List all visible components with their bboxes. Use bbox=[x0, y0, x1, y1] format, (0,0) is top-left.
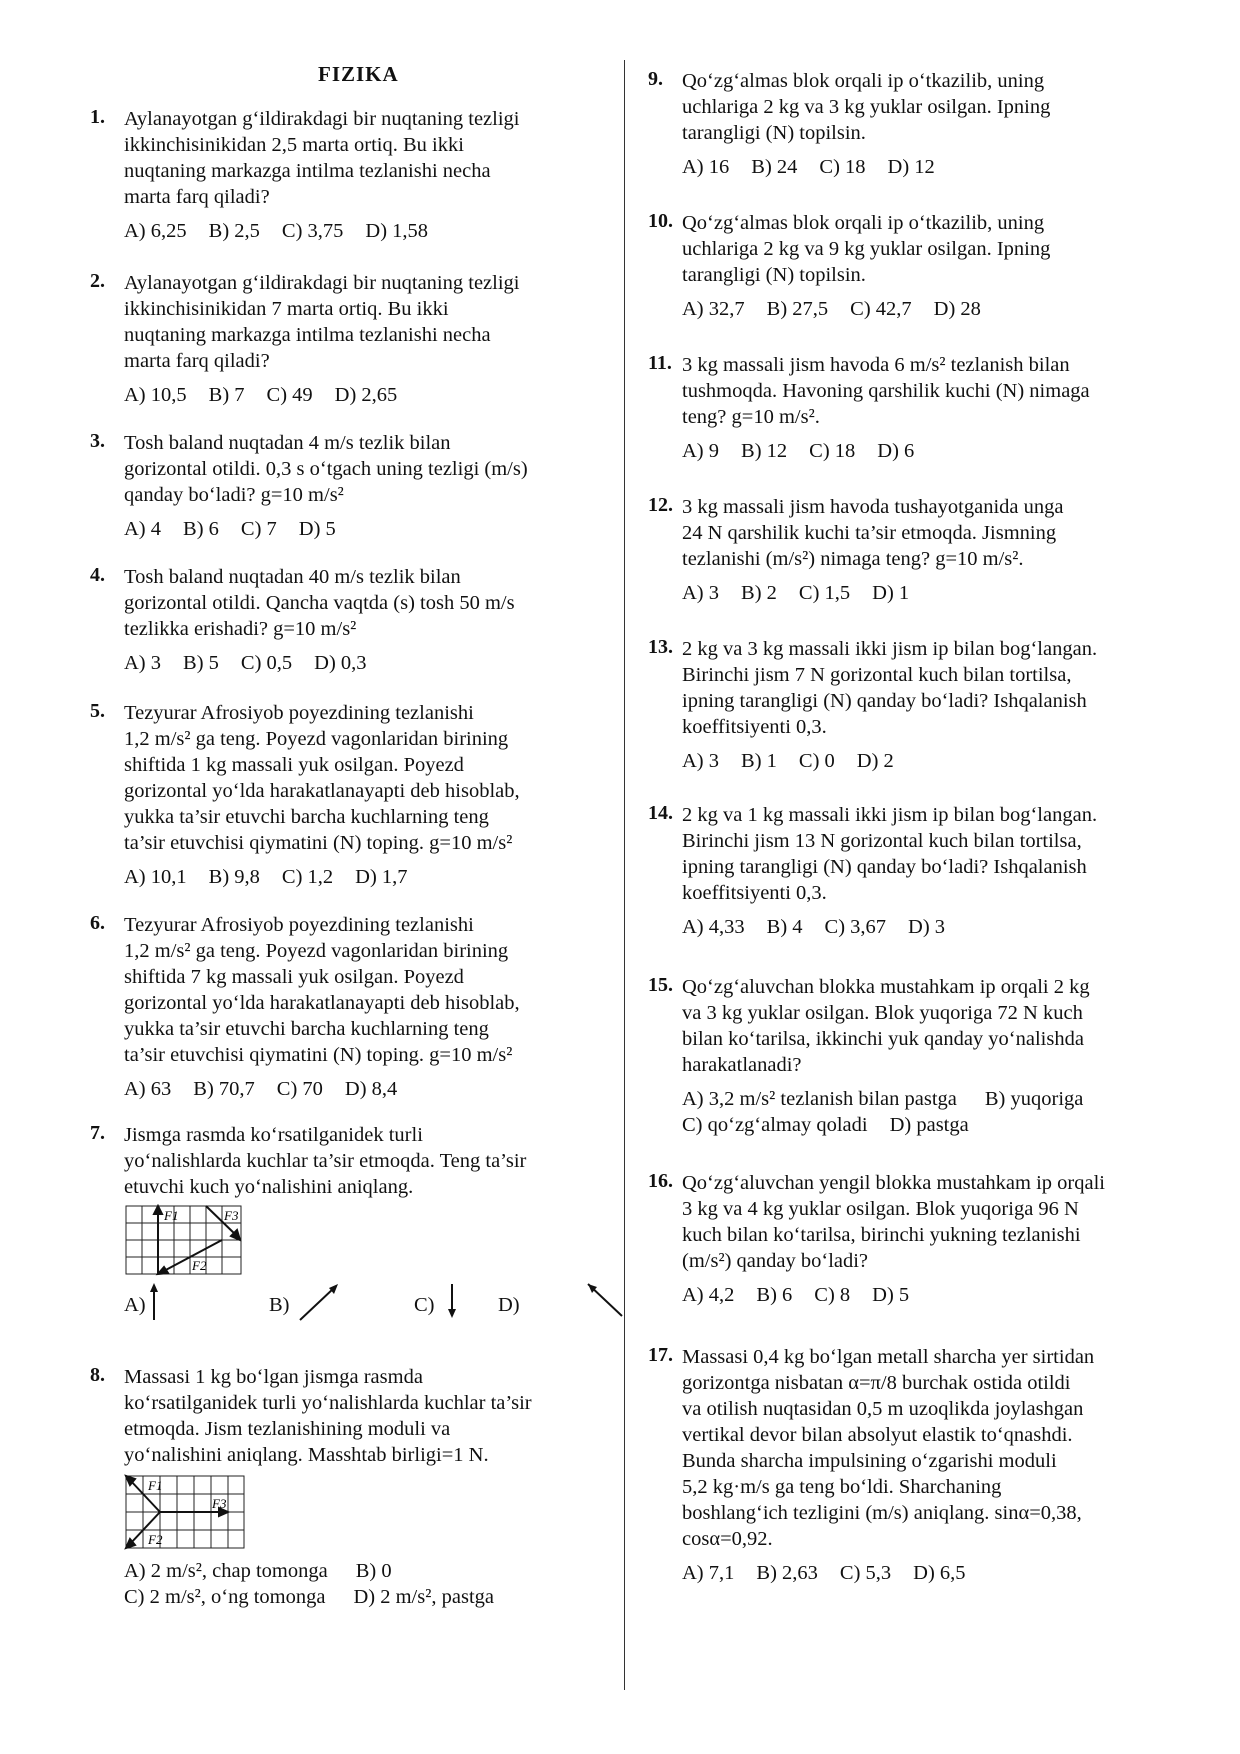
option-b[interactable]: B) yuqoriga bbox=[984, 1088, 1084, 1110]
text-line: uchlariga 2 kg va 3 kg yuklar osilgan. Ipning bbox=[682, 96, 1051, 118]
text-line: Qo‘zg‘aluvchan yengil blokka mustahkam ip orqali bbox=[682, 1172, 1105, 1194]
text-line: (m/s²) qanday bo‘ladi? bbox=[682, 1250, 869, 1272]
question-14 bbox=[648, 802, 1193, 940]
text-line: Tezyurar Afrosiyob poyezdining tezlanishi bbox=[124, 702, 474, 724]
option-b[interactable]: B) 12 bbox=[741, 440, 788, 462]
text-line: vertikal devor bilan absolyut elastik to‘qnashdi. bbox=[682, 1424, 1073, 1446]
option-d[interactable]: D) 1,7 bbox=[355, 866, 408, 888]
text-line: Qo‘zg‘almas blok orqali ip o‘tkazilib, uning bbox=[682, 212, 1045, 234]
text-line: tezlanishi (m/s²) nimaga teng? g=10 m/s². bbox=[682, 548, 1024, 570]
question-number: 11. bbox=[648, 352, 672, 374]
text-line: boshlang‘ich tezligini (m/s) aniqlang. sinα=0,38, bbox=[682, 1502, 1082, 1524]
text-line: 2 kg va 1 kg massali ikki jism ip bilan bog‘langan. bbox=[682, 804, 1098, 826]
question-13 bbox=[648, 636, 1193, 774]
text-line: shiftida 7 kg massali yuk osilgan. Poyezd bbox=[124, 966, 464, 988]
question-5 bbox=[90, 700, 610, 890]
text-line: ikkinchisinikidan 7 marta ortiq. Bu ikki bbox=[124, 298, 449, 320]
option-d[interactable]: D) bbox=[498, 1294, 520, 1316]
question-text bbox=[124, 430, 610, 508]
option-a[interactable]: A) bbox=[124, 1294, 146, 1316]
text-line: marta farq qiladi? bbox=[124, 350, 270, 372]
text-line: Tosh baland nuqtadan 4 m/s tezlik bilan bbox=[124, 432, 451, 454]
answer-options bbox=[124, 382, 610, 408]
question-11 bbox=[648, 352, 1193, 464]
answer-options bbox=[124, 516, 610, 542]
question-text bbox=[124, 700, 610, 856]
question-10 bbox=[648, 210, 1193, 322]
text-line: Bunda sharcha impulsining o‘zgarishi moduli bbox=[682, 1450, 1057, 1472]
option-c[interactable]: C) 7 bbox=[240, 518, 277, 540]
arrow-up-right-icon bbox=[296, 1282, 340, 1322]
question-number: 15. bbox=[648, 974, 673, 996]
text-line: Massasi 1 kg bo‘lgan jismga rasmda bbox=[124, 1366, 423, 1388]
option-a[interactable]: A) 10,5 bbox=[124, 384, 187, 406]
text-line: koeffitsiyenti 0,3. bbox=[682, 882, 827, 904]
option-b[interactable]: B) 2,5 bbox=[208, 220, 260, 242]
answer-options bbox=[124, 218, 610, 244]
option-b[interactable]: B) 24 bbox=[751, 156, 798, 178]
text-line: va otilish nuqtasidan 0,5 m uzoqlikda joylashgan bbox=[682, 1398, 1084, 1420]
option-b[interactable]: B) 0 bbox=[355, 1560, 392, 1582]
option-a[interactable]: A) 7,1 bbox=[682, 1562, 735, 1584]
option-b[interactable]: B) 2,63 bbox=[756, 1562, 818, 1584]
force-label-f2: F2 bbox=[148, 1532, 163, 1547]
text-line: ta’sir etuvchisi qiymatini (N) toping. g=10 m/s² bbox=[124, 832, 513, 854]
text-line: Jismga rasmda ko‘rsatilganidek turli bbox=[124, 1124, 423, 1146]
text-line: 1,2 m/s² ga teng. Poyezd vagonlaridan birining bbox=[124, 940, 509, 962]
text-line: qanday bo‘ladi? g=10 m/s² bbox=[124, 484, 344, 506]
text-line: kuch bilan ko‘tarilsa, birinchi yukning tezlanishi bbox=[682, 1224, 1081, 1246]
option-d[interactable]: D) 6,5 bbox=[913, 1562, 966, 1584]
question-17 bbox=[648, 1344, 1193, 1586]
answer-options bbox=[682, 154, 1193, 180]
question-6 bbox=[90, 912, 610, 1102]
question-text bbox=[682, 210, 1193, 288]
text-line: 1,2 m/s² ga teng. Poyezd vagonlaridan birining bbox=[124, 728, 509, 750]
text-line: gorizontal otildi. Qancha vaqtda (s) tosh 50 m/s bbox=[124, 592, 515, 614]
text-line: gorizontal yo‘lda harakatlanayapti deb hisoblab, bbox=[124, 992, 520, 1014]
text-line: 24 N qarshilik kuchi ta’sir etmoqda. Jismning bbox=[682, 522, 1057, 544]
option-a[interactable]: A) 3,2 m/s² tezlanish bilan pastga bbox=[682, 1088, 957, 1110]
text-line: ikkinchisinikidan 2,5 marta ortiq. Bu ikki bbox=[124, 134, 464, 156]
question-4 bbox=[90, 564, 610, 676]
question-7 bbox=[90, 1122, 610, 1330]
text-line: Birinchi jism 13 N gorizontal kuch bilan tortilsa, bbox=[682, 830, 1082, 852]
text-line: bilan ko‘tarilsa, ikkinchi yuk qanday yo‘nalishda bbox=[682, 1028, 1084, 1050]
arrow-up-icon bbox=[146, 1282, 162, 1322]
answer-options bbox=[682, 1086, 1193, 1138]
option-b[interactable]: B) 4 bbox=[766, 916, 803, 938]
option-b[interactable]: B) 6 bbox=[183, 518, 219, 540]
option-d[interactable]: D) 2,65 bbox=[334, 384, 398, 406]
question-15 bbox=[648, 974, 1193, 1138]
text-line: ta’sir etuvchisi qiymatini (N) toping. g=10 m/s² bbox=[124, 1044, 513, 1066]
option-d[interactable]: D) 2 m/s², pastga bbox=[353, 1586, 494, 1608]
option-a[interactable]: A) 63 bbox=[124, 1078, 172, 1100]
answer-options bbox=[124, 1558, 610, 1610]
question-text bbox=[124, 1364, 610, 1468]
option-b[interactable]: B) 2 bbox=[741, 582, 777, 604]
text-line: nuqtaning markazga intilma tezlanishi necha bbox=[124, 160, 491, 182]
question-number: 9. bbox=[648, 68, 663, 90]
option-a[interactable]: A) 2 m/s², chap tomonga bbox=[124, 1560, 328, 1582]
question-text bbox=[682, 494, 1193, 572]
question-1 bbox=[90, 106, 610, 244]
text-line: yo‘nalishini aniqlang. Masshtab birligi=1 N. bbox=[124, 1444, 489, 1466]
option-c[interactable]: C) 0,5 bbox=[240, 652, 293, 674]
text-line: Aylanayotgan g‘ildirakdagi bir nuqtaning tezligi bbox=[124, 272, 520, 294]
text-line: nuqtaning markazga intilma tezlanishi necha bbox=[124, 324, 491, 346]
question-number: 12. bbox=[648, 494, 673, 516]
left-column bbox=[90, 106, 610, 1610]
option-d[interactable]: D) 1 bbox=[872, 582, 910, 604]
text-line: 3 kg va 4 kg yuklar osilgan. Blok yuqoriga 96 N bbox=[682, 1198, 1079, 1220]
option-d[interactable]: D) 28 bbox=[933, 298, 981, 320]
option-c[interactable]: C) bbox=[414, 1294, 435, 1316]
option-a[interactable]: A) 10,1 bbox=[124, 866, 187, 888]
text-line: va 3 kg yuklar osilgan. Blok yuqoriga 72 N kuch bbox=[682, 1002, 1083, 1024]
option-a[interactable]: A) 4 bbox=[124, 518, 162, 540]
text-line: Qo‘zg‘almas blok orqali ip o‘tkazilib, uning bbox=[682, 70, 1045, 92]
text-line: yukka ta’sir etuvchi barcha kuchlarning teng bbox=[124, 1018, 489, 1040]
option-a[interactable]: A) 4,33 bbox=[682, 916, 745, 938]
question-text bbox=[124, 106, 610, 210]
question-number: 14. bbox=[648, 802, 673, 824]
question-16 bbox=[648, 1170, 1193, 1308]
option-c[interactable]: C) 8 bbox=[814, 1284, 851, 1306]
option-d[interactable]: D) 0,3 bbox=[314, 652, 367, 674]
question-number: 1. bbox=[90, 106, 105, 128]
force-grid-figure bbox=[124, 1204, 610, 1278]
text-line: cosα=0,92. bbox=[682, 1528, 773, 1550]
option-d[interactable]: D) 2 bbox=[856, 750, 894, 772]
text-line: Massasi 0,4 kg bo‘lgan metall sharcha yer sirtidan bbox=[682, 1346, 1095, 1368]
text-line: tushmoqda. Havoning qarshilik kuchi (N) nimaga bbox=[682, 380, 1090, 402]
text-line: etuvchi kuch yo‘nalishini aniqlang. bbox=[124, 1176, 414, 1198]
force-label-f3: F3 bbox=[212, 1496, 227, 1511]
question-number: 17. bbox=[648, 1344, 673, 1366]
text-line: 5,2 kg·m/s ga teng bo‘ldi. Sharchaning bbox=[682, 1476, 1002, 1498]
answer-options bbox=[682, 296, 1193, 322]
text-line: 3 kg massali jism havoda 6 m/s² tezlanish bilan bbox=[682, 354, 1070, 376]
question-text bbox=[682, 68, 1193, 146]
column-divider bbox=[624, 60, 625, 1690]
answer-options bbox=[124, 864, 610, 890]
question-number: 8. bbox=[90, 1364, 105, 1386]
force-grid bbox=[124, 1204, 244, 1278]
question-2 bbox=[90, 270, 610, 408]
force-label-f1: F1 bbox=[164, 1208, 179, 1223]
option-a[interactable]: A) 9 bbox=[682, 440, 720, 462]
arrow-down-right-icon bbox=[584, 1282, 628, 1322]
option-c[interactable]: C) 5,3 bbox=[839, 1562, 892, 1584]
question-text bbox=[124, 270, 610, 374]
question-number: 13. bbox=[648, 636, 673, 658]
option-c[interactable]: C) 1,2 bbox=[281, 866, 334, 888]
option-a[interactable]: A) 3 bbox=[682, 750, 720, 772]
option-b[interactable]: B) 1 bbox=[741, 750, 777, 772]
question-9 bbox=[648, 68, 1193, 180]
option-d[interactable]: D) 5 bbox=[298, 518, 336, 540]
question-text bbox=[682, 636, 1193, 740]
question-number: 6. bbox=[90, 912, 105, 934]
option-c[interactable]: C) 70 bbox=[276, 1078, 323, 1100]
text-line: tarangligi (N) topilsin. bbox=[682, 264, 866, 286]
question-number: 4. bbox=[90, 564, 105, 586]
question-8 bbox=[90, 1364, 610, 1610]
answer-options bbox=[124, 650, 610, 676]
text-line: koeffitsiyenti 0,3. bbox=[682, 716, 827, 738]
text-line: etmoqda. Jism tezlanishining moduli va bbox=[124, 1418, 451, 1440]
force-grid bbox=[124, 1474, 248, 1552]
option-b[interactable]: B) bbox=[269, 1294, 290, 1316]
force-grid-figure bbox=[124, 1474, 610, 1552]
option-d[interactable]: D) 8,4 bbox=[344, 1078, 398, 1100]
page-title: FIZIKA bbox=[318, 62, 399, 86]
question-12 bbox=[648, 494, 1193, 606]
arrow-down-icon bbox=[444, 1282, 460, 1322]
option-d[interactable]: D) 6 bbox=[877, 440, 915, 462]
answer-options bbox=[124, 1076, 610, 1102]
text-line: Aylanayotgan g‘ildirakdagi bir nuqtaning tezligi bbox=[124, 108, 520, 130]
text-line: ipning tarangligi (N) qanday bo‘ladi? Ishqalanish bbox=[682, 856, 1087, 878]
question-number: 5. bbox=[90, 700, 105, 722]
text-line: shiftida 1 kg massali yuk osilgan. Poyezd bbox=[124, 754, 464, 776]
answer-options bbox=[682, 1282, 1193, 1308]
option-a[interactable]: A) 6,25 bbox=[124, 220, 187, 242]
option-c[interactable]: C) 3,67 bbox=[824, 916, 887, 938]
question-number: 10. bbox=[648, 210, 673, 232]
answer-options bbox=[682, 580, 1193, 606]
option-c[interactable]: C) 1,5 bbox=[798, 582, 851, 604]
text-line: teng? g=10 m/s². bbox=[682, 406, 820, 428]
option-b[interactable]: B) 5 bbox=[183, 652, 219, 674]
option-a[interactable]: A) 4,2 bbox=[682, 1284, 735, 1306]
question-number: 16. bbox=[648, 1170, 673, 1192]
text-line: yukka ta’sir etuvchi barcha kuchlarning teng bbox=[124, 806, 489, 828]
force-label-f2: F2 bbox=[192, 1258, 207, 1273]
option-c[interactable]: C) 49 bbox=[266, 384, 313, 406]
question-number: 3. bbox=[90, 430, 105, 452]
question-text bbox=[124, 564, 610, 642]
text-line: gorizontal yo‘lda harakatlanayapti deb hisoblab, bbox=[124, 780, 520, 802]
option-a[interactable]: A) 3 bbox=[124, 652, 162, 674]
question-number: 2. bbox=[90, 270, 105, 292]
question-text bbox=[124, 1122, 610, 1200]
text-line: 3 kg massali jism havoda tushayotganida unga bbox=[682, 496, 1064, 518]
text-line: 2 kg va 3 kg massali ikki jism ip bilan bog‘langan. bbox=[682, 638, 1098, 660]
right-column bbox=[648, 68, 1193, 1586]
text-line: Tosh baland nuqtadan 40 m/s tezlik bilan bbox=[124, 566, 461, 588]
question-number: 7. bbox=[90, 1122, 105, 1144]
text-line: yo‘nalishlarda kuchlar ta’sir etmoqda. Teng ta’sir bbox=[124, 1150, 527, 1172]
option-c[interactable]: C) 2 m/s², o‘ng tomonga bbox=[124, 1586, 326, 1608]
text-line: Qo‘zg‘aluvchan blokka mustahkam ip orqali 2 kg bbox=[682, 976, 1090, 998]
option-a[interactable]: A) 32,7 bbox=[682, 298, 745, 320]
text-line: gorizontga nisbatan α=π/8 burchak ostida otildi bbox=[682, 1372, 1071, 1394]
question-text bbox=[124, 912, 610, 1068]
question-3 bbox=[90, 430, 610, 542]
answer-options bbox=[682, 914, 1193, 940]
answer-options bbox=[682, 748, 1193, 774]
answer-options bbox=[682, 438, 1193, 464]
text-line: ko‘rsatilganidek turli yo‘nalishlarda kuchlar ta’sir bbox=[124, 1392, 532, 1414]
option-b[interactable]: B) 9,8 bbox=[208, 866, 260, 888]
text-line: tarangligi (N) topilsin. bbox=[682, 122, 866, 144]
question-text bbox=[682, 1344, 1193, 1552]
text-line: ipning tarangligi (N) qanday bo‘ladi? Ishqalanish bbox=[682, 690, 1087, 712]
question-text bbox=[682, 352, 1193, 430]
option-c[interactable]: C) 0 bbox=[798, 750, 835, 772]
arrow-options bbox=[124, 1282, 610, 1330]
text-line: gorizontal otildi. 0,3 s o‘tgach uning tezligi (m/s) bbox=[124, 458, 528, 480]
force-label-f3: F3 bbox=[224, 1208, 239, 1223]
option-c[interactable]: C) 3,75 bbox=[281, 220, 344, 242]
option-d[interactable]: D) pastga bbox=[889, 1114, 969, 1136]
option-b[interactable]: B) 6 bbox=[756, 1284, 793, 1306]
option-d[interactable]: D) 1,58 bbox=[365, 220, 429, 242]
option-a[interactable]: A) 16 bbox=[682, 156, 730, 178]
option-c[interactable]: C) 18 bbox=[819, 156, 866, 178]
question-text bbox=[682, 1170, 1193, 1274]
text-line: tezlikka erishadi? g=10 m/s² bbox=[124, 618, 357, 640]
option-b[interactable]: B) 27,5 bbox=[766, 298, 829, 320]
option-c[interactable]: C) 42,7 bbox=[850, 298, 912, 320]
option-c[interactable]: C) 18 bbox=[809, 440, 856, 462]
text-line: Tezyurar Afrosiyob poyezdining tezlanishi bbox=[124, 914, 474, 936]
force-label-f1: F1 bbox=[148, 1478, 163, 1493]
answer-options bbox=[682, 1560, 1193, 1586]
option-b[interactable]: B) 70,7 bbox=[193, 1078, 255, 1100]
option-b[interactable]: B) 7 bbox=[208, 384, 245, 406]
option-d[interactable]: D) 12 bbox=[887, 156, 935, 178]
option-a[interactable]: A) 3 bbox=[682, 582, 720, 604]
option-d[interactable]: D) 3 bbox=[908, 916, 946, 938]
text-line: Birinchi jism 7 N gorizontal kuch bilan tortilsa, bbox=[682, 664, 1072, 686]
text-line: marta farq qiladi? bbox=[124, 186, 270, 208]
text-line: uchlariga 2 kg va 9 kg yuklar osilgan. Ipning bbox=[682, 238, 1051, 260]
option-d[interactable]: D) 5 bbox=[872, 1284, 910, 1306]
question-text bbox=[682, 802, 1193, 906]
option-c[interactable]: C) qo‘zg‘almay qoladi bbox=[682, 1114, 868, 1136]
question-text bbox=[682, 974, 1193, 1078]
text-line: harakatlanadi? bbox=[682, 1054, 802, 1076]
